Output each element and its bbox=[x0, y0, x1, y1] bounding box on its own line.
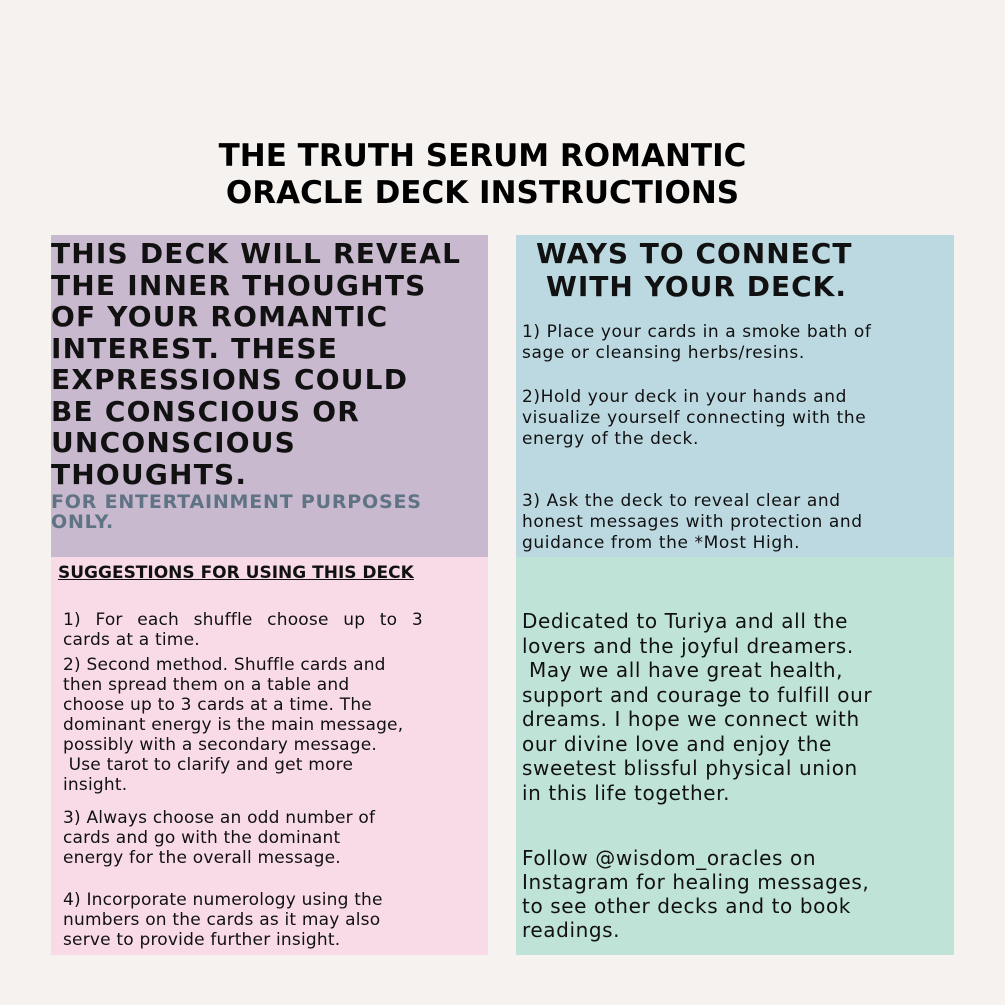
suggestion-line: serve to provide further insight. bbox=[63, 930, 341, 950]
follow-line: readings. bbox=[522, 918, 621, 942]
dedication-line: support and courage to fulfill our bbox=[522, 682, 873, 707]
ways-line: 2)Hold your deck in your hands and bbox=[522, 387, 847, 407]
follow-line: Follow @wisdom_oracles on bbox=[522, 846, 817, 870]
follow-text bbox=[522, 846, 952, 942]
suggestion-item-2 bbox=[63, 655, 488, 795]
reveal-line: EXPRESSIONS COULD bbox=[51, 363, 409, 396]
suggestion-line: 4) Incorporate numerology using the bbox=[63, 890, 383, 910]
dedication-line: May we all have great health, bbox=[522, 658, 844, 682]
suggestion-line: then spread them on a table and bbox=[63, 675, 350, 695]
follow-line: to see other decks and to book bbox=[522, 894, 851, 918]
suggestion-line: numbers on the cards as it may also bbox=[63, 910, 381, 930]
entertainment-disclaimer bbox=[51, 492, 481, 532]
ways-line: 1) Place your cards in a smoke bath of bbox=[522, 322, 872, 342]
dedication-line: Dedicated to Turiya and all the bbox=[522, 609, 849, 633]
ways-line: energy of the deck. bbox=[522, 429, 699, 449]
ways-heading-line: WITH YOUR DECK. bbox=[546, 270, 847, 303]
ways-step-2 bbox=[522, 387, 952, 450]
ways-line: 3) Ask the deck to reveal clear and bbox=[522, 491, 841, 511]
ways-line: visualize yourself connecting with the bbox=[522, 408, 867, 428]
ways-heading-line: WAYS TO CONNECT bbox=[536, 237, 853, 270]
suggestion-line: energy for the overall message. bbox=[63, 848, 341, 868]
suggestion-line: possibly with a secondary message. bbox=[63, 735, 378, 755]
suggestion-line: cards and go with the dominant bbox=[63, 828, 341, 848]
reveal-line: THOUGHTS. bbox=[51, 457, 248, 491]
ways-step-1 bbox=[522, 322, 952, 364]
dedication-line: sweetest blissful physical union bbox=[522, 756, 858, 780]
ways-step-3 bbox=[522, 491, 952, 554]
reveal-line: BE CONSCIOUS OR bbox=[51, 394, 360, 428]
reveal-line: UNCONSCIOUS bbox=[51, 426, 296, 459]
suggestion-line: cards at a time. bbox=[63, 630, 200, 650]
follow-line: Instagram for healing messages, bbox=[522, 870, 870, 894]
suggestions-heading: SUGGESTIONS FOR USING THIS DECK bbox=[58, 563, 414, 583]
dedication-line: in this life together. bbox=[522, 780, 731, 805]
suggestion-line: choose up to 3 cards at a time. The bbox=[63, 695, 372, 715]
suggestion-line: 3) Always choose an odd number of bbox=[63, 808, 376, 828]
disclaimer-line: FOR ENTERTAINMENT PURPOSES bbox=[51, 491, 422, 513]
suggestion-item-1 bbox=[63, 610, 488, 650]
dedication-line: our divine love and enjoy the bbox=[522, 731, 832, 756]
reveal-line: OF YOUR ROMANTIC bbox=[51, 300, 389, 333]
suggestion-line: dominant energy is the main message, bbox=[63, 715, 404, 735]
reveal-line: THE INNER THOUGHTS bbox=[51, 268, 427, 302]
reveal-line: INTEREST. THESE bbox=[51, 331, 339, 365]
title-line-2: ORACLE DECK INSTRUCTIONS bbox=[225, 175, 740, 211]
dedication-line: dreams. I hope we connect with bbox=[522, 707, 860, 731]
suggestion-item-3 bbox=[63, 808, 488, 868]
disclaimer-line: ONLY. bbox=[51, 511, 115, 533]
title-line-1: THE TRUTH SERUM ROMANTIC bbox=[218, 138, 747, 174]
reveal-line: THIS DECK WILL REVEAL bbox=[51, 237, 462, 270]
dedication-text bbox=[522, 609, 952, 805]
suggestion-line: 2) Second method. Shuffle cards and bbox=[63, 655, 386, 675]
suggestion-line: Use tarot to clarify and get more bbox=[63, 755, 354, 775]
ways-line: honest messages with protection and bbox=[522, 512, 863, 532]
suggestion-line: 1) For each shuffle choose up to 3 bbox=[63, 610, 423, 630]
page-title bbox=[0, 138, 965, 212]
ways-line: sage or cleansing herbs/resins. bbox=[522, 343, 805, 363]
ways-line: guidance from the *Most High. bbox=[522, 533, 801, 553]
ways-heading bbox=[522, 237, 942, 303]
dedication-line: lovers and the joyful dreamers. bbox=[522, 633, 854, 658]
suggestion-line: insight. bbox=[63, 775, 128, 795]
reveal-statement bbox=[51, 238, 491, 490]
suggestion-item-4 bbox=[63, 890, 488, 950]
